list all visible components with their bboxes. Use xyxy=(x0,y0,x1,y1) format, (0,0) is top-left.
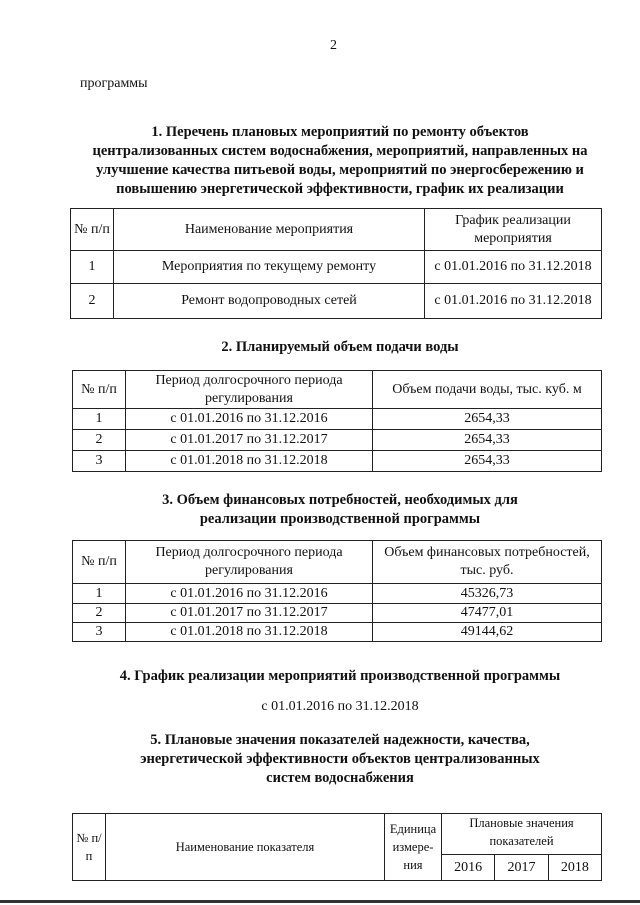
cell: Ремонт водопроводных сетей xyxy=(114,284,425,319)
header-cell: Объем подачи воды, тыс. куб. м xyxy=(373,371,602,409)
table-row xyxy=(73,430,602,451)
cell: 2654,33 xyxy=(373,451,602,472)
header-cell: Период долгосрочного периода регулирования xyxy=(126,541,373,584)
cell: с 01.01.2018 по 31.12.2018 xyxy=(126,623,373,642)
cell: 2654,33 xyxy=(373,409,602,430)
intro-text: программы xyxy=(80,76,148,91)
table-row xyxy=(73,409,602,430)
title-line: систем водоснабжения xyxy=(266,770,414,786)
title-line: улучшение качества питьевой воды, мероприятий по энергосбережению и xyxy=(96,162,584,178)
header-cell: № п/п xyxy=(71,209,114,251)
header-cell: Период долгосрочного периода регулирования xyxy=(126,371,373,409)
title-line: 5. Плановые значения показателей надежности, качества, xyxy=(150,732,530,748)
title-line: повышению энергетической эффективности, график их реализации xyxy=(116,181,564,197)
header-cell: Объем финансовых потребностей, тыс. руб. xyxy=(373,541,602,584)
cell: 2 xyxy=(73,430,126,451)
table-row xyxy=(71,251,602,284)
year-cell: 2018 xyxy=(548,855,601,881)
table-row xyxy=(73,623,602,642)
cell: 2 xyxy=(73,604,126,623)
cell: 49144,62 xyxy=(373,623,602,642)
year-cell: 2017 xyxy=(495,855,548,881)
header-cell: Наименование показателя xyxy=(106,814,385,881)
cell: с 01.01.2018 по 31.12.2018 xyxy=(126,451,373,472)
table-row xyxy=(71,284,602,319)
section5-title xyxy=(60,731,620,788)
cell: с 01.01.2016 по 31.12.2018 xyxy=(425,284,602,319)
indicators-table xyxy=(72,813,602,881)
cell: 1 xyxy=(73,584,126,604)
header-cell: График реализации мероприятия xyxy=(425,209,602,251)
cell: 47477,01 xyxy=(373,604,602,623)
water-volume-table xyxy=(72,370,602,472)
cell: 2 xyxy=(71,284,114,319)
table-row xyxy=(73,584,602,604)
title-line: энергетической эффективности объектов централизованных xyxy=(140,751,540,767)
table-header xyxy=(73,371,602,409)
header-cell: Наименование мероприятия xyxy=(114,209,425,251)
year-cell: 2016 xyxy=(442,855,495,881)
table-header xyxy=(73,541,602,584)
table-row xyxy=(73,604,602,623)
header-cell: № п/п xyxy=(73,814,106,881)
cell: Мероприятия по текущему ремонту xyxy=(114,251,425,284)
cell: с 01.01.2016 по 31.12.2016 xyxy=(126,409,373,430)
financial-needs-table xyxy=(72,540,602,642)
measures-table xyxy=(70,208,602,319)
section3-title xyxy=(60,491,620,529)
cell: с 01.01.2016 по 31.12.2018 xyxy=(425,251,602,284)
cell: с 01.01.2017 по 31.12.2017 xyxy=(126,430,373,451)
section2-title: 2. Планируемый объем подачи воды xyxy=(221,339,459,355)
section4-period: с 01.01.2016 по 31.12.2018 xyxy=(261,699,419,714)
table-row xyxy=(73,451,602,472)
cell: 2654,33 xyxy=(373,430,602,451)
table-header xyxy=(73,814,602,855)
cell: с 01.01.2016 по 31.12.2016 xyxy=(126,584,373,604)
cell: 3 xyxy=(73,623,126,642)
header-cell: № п/п xyxy=(73,541,126,584)
header-cell: Единица измере-ния xyxy=(385,814,442,881)
title-line: централизованных систем водоснабжения, мероприятий, направленных на xyxy=(92,143,588,159)
section1-title xyxy=(60,123,620,199)
cell: с 01.01.2017 по 31.12.2017 xyxy=(126,604,373,623)
page-bottom-edge xyxy=(0,900,640,903)
cell: 1 xyxy=(73,409,126,430)
header-cell: № п/п xyxy=(73,371,126,409)
cell: 45326,73 xyxy=(373,584,602,604)
header-cell: Плановые значения показателей xyxy=(442,814,602,855)
cell: 3 xyxy=(73,451,126,472)
title-line: 3. Объем финансовых потребностей, необходимых для xyxy=(162,492,518,508)
table-header xyxy=(71,209,602,251)
cell: 1 xyxy=(71,251,114,284)
title-line: 1. Перечень плановых мероприятий по ремонту объектов xyxy=(151,124,529,140)
page-number: 2 xyxy=(330,38,337,53)
title-line: реализации производственной программы xyxy=(199,511,481,527)
section4-title: 4. График реализации мероприятий производственной программы xyxy=(119,668,561,684)
